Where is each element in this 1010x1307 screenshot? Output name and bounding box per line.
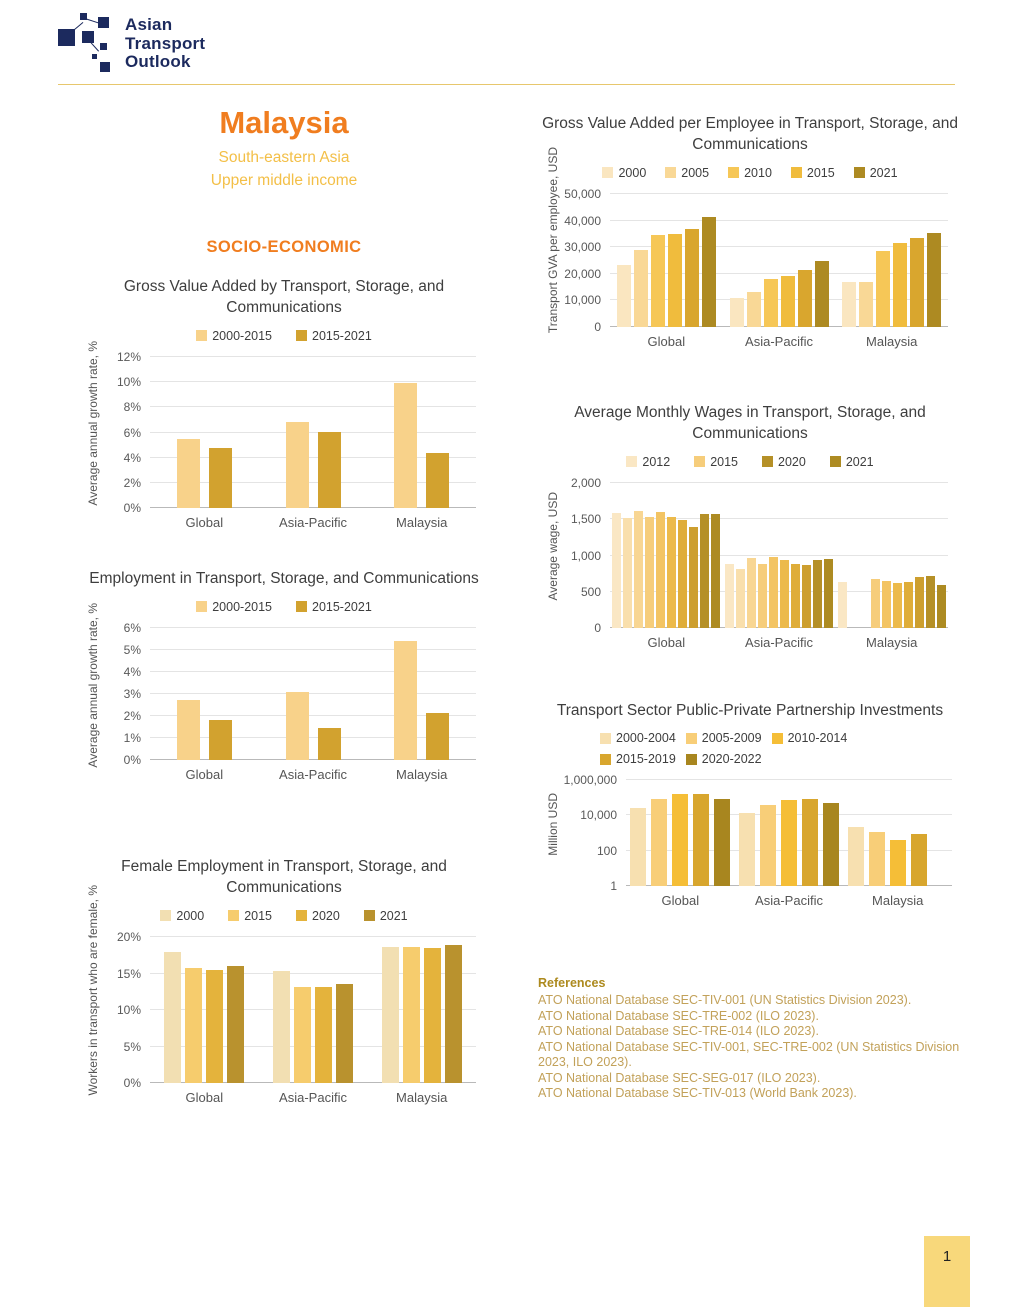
legend-swatch	[854, 167, 865, 178]
bar	[893, 243, 907, 327]
bar-group	[843, 780, 952, 886]
legend-label: 2000-2015	[212, 599, 272, 614]
legend-item	[665, 166, 709, 180]
bar	[871, 579, 880, 628]
legend-label: 2000	[618, 165, 647, 180]
bar	[273, 971, 290, 1083]
bar	[634, 511, 643, 628]
y-tick-label: 0	[594, 621, 601, 635]
bar-group	[723, 194, 836, 327]
legend-swatch	[728, 167, 739, 178]
bar	[318, 432, 341, 508]
y-tick-label: 8%	[123, 400, 141, 415]
legend-label: 2021	[845, 454, 874, 469]
reference-item: ATO National Database SEC-TRE-014 (ILO 2023).	[538, 1024, 819, 1038]
legend-swatch	[694, 456, 705, 467]
page-number: 1	[942, 1248, 952, 1265]
y-tick-label: 1,000	[570, 548, 601, 563]
bar	[798, 270, 812, 327]
header-divider	[58, 84, 955, 85]
y-tick-label: 500	[580, 584, 601, 599]
legend-swatch	[228, 910, 239, 921]
legend-item	[762, 455, 806, 469]
bar	[764, 279, 778, 327]
plot-groups	[150, 937, 476, 1083]
y-tick-label: 0	[594, 320, 601, 334]
legend-swatch	[296, 601, 307, 612]
bar-group	[150, 937, 259, 1083]
y-tick-label: 10%	[116, 375, 141, 390]
bar-group	[367, 937, 476, 1083]
plot-groups	[610, 194, 948, 327]
bar	[403, 947, 420, 1083]
x-axis-labels	[78, 767, 490, 782]
bar	[859, 282, 873, 327]
x-axis-labels	[78, 515, 490, 530]
reference-item: ATO National Database SEC-TIV-013 (World Bank 2023).	[538, 1086, 857, 1100]
bar	[747, 292, 761, 327]
bar	[848, 827, 864, 886]
x-axis-labels	[538, 635, 962, 650]
plot-groups	[626, 780, 952, 886]
bar	[286, 422, 309, 508]
section-title: SOCIO-ECONOMIC	[206, 238, 362, 256]
legend-label: 2020	[312, 908, 340, 923]
legend-label: 2015	[710, 454, 738, 469]
legend-label: 2021	[379, 908, 408, 923]
y-axis-title: Transport GVA per employee, USD	[545, 147, 560, 334]
bar	[426, 453, 449, 508]
bar	[318, 728, 341, 760]
references	[538, 976, 970, 1102]
legend-swatch	[772, 733, 783, 744]
y-tick-label: 2%	[123, 709, 141, 723]
y-tick-label: 0%	[123, 1076, 141, 1090]
bar	[651, 235, 665, 327]
chart-legend	[78, 599, 490, 614]
y-tick-label: 2%	[123, 475, 141, 490]
bar	[206, 970, 223, 1083]
x-axis-label: Asia-Pacific	[279, 1090, 347, 1105]
bar	[668, 234, 682, 327]
reference-item: ATO National Database SEC-TIV-001, SEC-TRE-002 (UN Statistics Division 2023, ILO 2023).	[538, 1039, 960, 1069]
y-axis-title: Million USD	[545, 792, 560, 856]
legend-swatch	[791, 167, 802, 178]
x-axis-label: Malaysia	[396, 1090, 448, 1105]
x-axis-label: Global	[185, 515, 224, 530]
bar	[209, 448, 232, 508]
legend-item	[364, 909, 408, 923]
y-tick-label: 1,500	[570, 512, 601, 527]
bar	[612, 513, 621, 628]
y-tick-label: 1	[610, 879, 617, 893]
legend-item	[772, 731, 848, 745]
y-tick-label: 6%	[123, 621, 141, 635]
legend-item	[791, 166, 835, 180]
x-axis-label: Global	[647, 635, 686, 650]
x-axis-labels	[78, 1090, 490, 1105]
bar	[890, 840, 906, 886]
chart-legend	[538, 454, 962, 469]
bar	[693, 794, 709, 886]
bar	[702, 217, 716, 327]
legend-swatch	[196, 601, 207, 612]
legend-item	[600, 752, 676, 766]
bar	[424, 948, 441, 1083]
x-axis-label: Global	[661, 893, 700, 908]
legend-item	[694, 455, 738, 469]
bar	[802, 799, 818, 887]
ato-logo-text	[125, 16, 205, 72]
y-tick-label: 3%	[123, 687, 141, 701]
country-income-group: Upper middle income	[210, 172, 358, 189]
bar	[876, 251, 890, 327]
bar	[630, 808, 646, 886]
legend-swatch	[762, 456, 773, 467]
page-number-tab	[924, 1236, 970, 1307]
y-tick-label: 100	[596, 843, 617, 858]
bar	[634, 250, 648, 327]
legend-item	[728, 166, 772, 180]
chart-title: Average Monthly Wages in Transport, Storage, and Communications	[574, 404, 926, 442]
legend-item	[626, 455, 670, 469]
bar	[689, 527, 698, 628]
bar	[927, 233, 941, 327]
bar-group	[626, 780, 735, 886]
legend-item	[602, 166, 646, 180]
y-tick-label: 0%	[123, 501, 141, 515]
legend-item	[686, 731, 762, 745]
plot-area	[116, 930, 476, 1090]
bar	[394, 641, 417, 760]
y-axis-title: Average wage, USD	[545, 492, 560, 601]
y-tick-label: 5%	[123, 1039, 141, 1054]
bar	[185, 968, 202, 1083]
chart-legend	[78, 328, 490, 343]
bar	[177, 439, 200, 508]
bar	[747, 558, 756, 628]
legend-label: 2015	[806, 165, 835, 180]
legend-item	[228, 909, 272, 923]
x-axis-label: Asia-Pacific	[745, 635, 813, 650]
y-tick-label: 1,000,000	[563, 773, 617, 787]
x-axis-label: Asia-Pacific	[279, 515, 347, 530]
legend-label: 2010	[744, 165, 772, 180]
bar-group	[610, 194, 723, 327]
plot-area	[564, 187, 948, 334]
y-tick-label: 6%	[123, 425, 141, 440]
legend-swatch	[602, 167, 613, 178]
logo-line-2: Transport	[125, 33, 206, 53]
x-axis-label: Global	[185, 1090, 224, 1105]
chart-ppp-investments	[538, 700, 962, 908]
y-tick-label: 12%	[116, 350, 141, 364]
bar	[209, 720, 232, 760]
y-tick-label: 30,000	[564, 240, 601, 255]
bar	[623, 518, 632, 628]
bar	[651, 799, 667, 887]
bar	[937, 585, 946, 629]
y-tick-label: 4%	[123, 665, 141, 679]
logo-line-1: Asian	[125, 15, 173, 35]
bar	[926, 576, 935, 628]
legend-item	[296, 600, 372, 614]
plot-area	[570, 476, 948, 635]
x-axis-label: Global	[647, 334, 686, 349]
reference-item: ATO National Database SEC-SEG-017 (ILO 2023).	[538, 1070, 821, 1085]
y-tick-label: 10%	[116, 1003, 141, 1017]
bar	[617, 265, 631, 328]
chart-legend	[600, 731, 900, 766]
legend-label: 2021	[869, 165, 898, 180]
bar	[760, 805, 776, 886]
bar-group	[735, 780, 844, 886]
ato-logo	[58, 13, 205, 75]
bar	[164, 952, 181, 1083]
y-tick-label: 5%	[123, 643, 141, 657]
y-axis-title: Average annual growth rate, %	[85, 602, 100, 768]
legend-label: 2005	[681, 165, 710, 180]
bar-group	[835, 194, 948, 327]
bar	[700, 514, 709, 628]
y-tick-label: 4%	[123, 450, 141, 465]
x-axis-label: Malaysia	[396, 515, 448, 530]
y-tick-label: 20,000	[564, 266, 601, 281]
y-tick-label: 40,000	[564, 213, 601, 228]
references-title: References	[538, 976, 606, 990]
bar	[286, 692, 309, 760]
reference-item: ATO National Database SEC-TIV-001 (UN Statistics Division 2023).	[538, 993, 912, 1007]
bar	[882, 581, 891, 628]
bar	[904, 582, 913, 628]
bar	[915, 577, 924, 629]
chart-legend	[78, 908, 490, 923]
legend-item	[296, 909, 340, 923]
legend-item	[196, 329, 272, 343]
legend-label: 2015	[244, 908, 272, 923]
legend-item	[296, 329, 372, 343]
y-tick-label: 1%	[123, 731, 141, 745]
y-tick-label: 50,000	[564, 187, 601, 201]
legend-item	[600, 731, 676, 745]
legend-swatch	[296, 910, 307, 921]
bar	[813, 560, 822, 628]
bar	[824, 559, 833, 628]
legend-swatch	[196, 330, 207, 341]
legend-swatch	[600, 754, 611, 765]
bar	[394, 383, 417, 508]
bar-group	[367, 628, 476, 760]
bar	[714, 799, 730, 886]
bar	[445, 945, 462, 1083]
country-region: South-eastern Asia	[218, 149, 350, 166]
legend-label: 2000-2004	[616, 731, 676, 745]
logo-line-3: Outlook	[125, 52, 191, 72]
bar	[791, 564, 800, 628]
x-axis-label: Asia-Pacific	[755, 893, 823, 908]
x-axis-labels	[538, 334, 962, 349]
legend-label: 2015-2019	[616, 752, 676, 766]
legend-label: 2020-2022	[701, 752, 762, 766]
bar	[910, 238, 924, 327]
legend-item	[160, 909, 204, 923]
x-axis-label: Malaysia	[866, 635, 918, 650]
x-axis-label: Malaysia	[866, 334, 918, 349]
bar	[426, 713, 449, 760]
legend-item	[686, 752, 762, 766]
bar	[869, 832, 885, 886]
bar	[177, 700, 200, 761]
legend-item	[854, 166, 898, 180]
bar-group	[150, 628, 259, 760]
bar	[802, 565, 811, 628]
bar	[781, 276, 795, 327]
bar-group	[723, 483, 836, 628]
legend-swatch	[296, 330, 307, 341]
x-axis-label: Asia-Pacific	[745, 334, 813, 349]
bar	[815, 261, 829, 328]
legend-item	[830, 455, 874, 469]
bar	[711, 514, 720, 628]
reference-item: ATO National Database SEC-TRE-002 (ILO 2023).	[538, 1008, 819, 1023]
bar	[294, 987, 311, 1083]
bar	[893, 583, 902, 628]
bar	[678, 520, 687, 628]
plot-groups	[150, 357, 476, 508]
plot-area	[563, 773, 952, 893]
country-heading	[78, 105, 490, 192]
bar	[382, 947, 399, 1083]
legend-label: 2015-2021	[312, 599, 372, 614]
legend-swatch	[830, 456, 841, 467]
bar	[736, 569, 745, 628]
bar-group	[150, 357, 259, 508]
x-axis-label: Malaysia	[872, 893, 924, 908]
bar-group	[259, 937, 368, 1083]
plot-area	[116, 350, 476, 515]
chart-female-employment	[78, 856, 490, 1105]
bar	[725, 564, 734, 628]
bar-group	[259, 357, 368, 508]
bar	[730, 298, 744, 327]
bar	[823, 803, 839, 886]
bar	[685, 229, 699, 327]
legend-label: 2012	[642, 454, 671, 469]
bar	[739, 813, 755, 886]
bar	[227, 966, 244, 1083]
legend-swatch	[364, 910, 375, 921]
chart-title: Gross Value Added per Employee in Transport, Storage, and Communications	[542, 115, 958, 153]
bar-group	[610, 483, 723, 628]
legend-label: 2005-2009	[701, 731, 762, 745]
bar-group	[835, 483, 948, 628]
x-axis-label: Malaysia	[396, 767, 448, 782]
legend-swatch	[686, 733, 697, 744]
legend-swatch	[600, 733, 611, 744]
bar	[645, 517, 654, 628]
legend-label: 2020	[778, 454, 806, 469]
legend-swatch	[686, 754, 697, 765]
chart-employment-growth	[78, 568, 490, 782]
plot-area	[123, 621, 476, 767]
bar	[842, 282, 856, 327]
chart-title: Gross Value Added by Transport, Storage, and Communications	[123, 278, 445, 316]
bar	[838, 582, 847, 628]
y-tick-label: 10,000	[580, 808, 617, 823]
ato-logo-icon	[58, 13, 116, 75]
x-axis-label: Global	[185, 767, 224, 782]
y-tick-label: 15%	[116, 966, 141, 981]
legend-label: 2015-2021	[312, 328, 372, 343]
bar	[769, 557, 778, 628]
y-tick-label: 10,000	[564, 293, 601, 308]
bar	[781, 800, 797, 886]
bar	[336, 984, 353, 1083]
bar	[315, 987, 332, 1083]
country-name: Malaysia	[219, 105, 349, 140]
y-axis-title: Average annual growth rate, %	[85, 341, 100, 506]
y-tick-label: 0%	[123, 753, 141, 767]
legend-swatch	[665, 167, 676, 178]
chart-gva-per-employee	[538, 113, 962, 349]
x-axis-labels	[538, 893, 962, 908]
y-tick-label: 20%	[116, 930, 141, 944]
plot-groups	[610, 483, 948, 628]
chart-title: Transport Sector Public-Private Partnership Investments	[556, 702, 944, 719]
y-tick-label: 2,000	[570, 476, 601, 490]
bar-group	[259, 628, 368, 760]
bar	[667, 517, 676, 628]
bar	[780, 560, 789, 628]
legend-label: 2010-2014	[787, 731, 848, 745]
legend-swatch	[160, 910, 171, 921]
plot-groups	[150, 628, 476, 760]
legend-label: 2000-2015	[212, 328, 272, 343]
bar	[656, 512, 665, 628]
chart-monthly-wages	[538, 402, 962, 650]
chart-legend	[538, 165, 962, 180]
x-axis-label: Asia-Pacific	[279, 767, 347, 782]
chart-title: Employment in Transport, Storage, and Communications	[89, 570, 479, 587]
legend-label: 2000	[176, 908, 205, 923]
chart-gva-growth	[78, 276, 490, 530]
bar	[758, 564, 767, 628]
legend-swatch	[626, 456, 637, 467]
bar	[911, 834, 927, 886]
bar	[672, 794, 688, 886]
chart-title: Female Employment in Transport, Storage, and Communications	[121, 858, 447, 896]
legend-item	[196, 600, 272, 614]
y-axis-title: Workers in transport who are female, %	[85, 884, 100, 1096]
bar-group	[367, 357, 476, 508]
